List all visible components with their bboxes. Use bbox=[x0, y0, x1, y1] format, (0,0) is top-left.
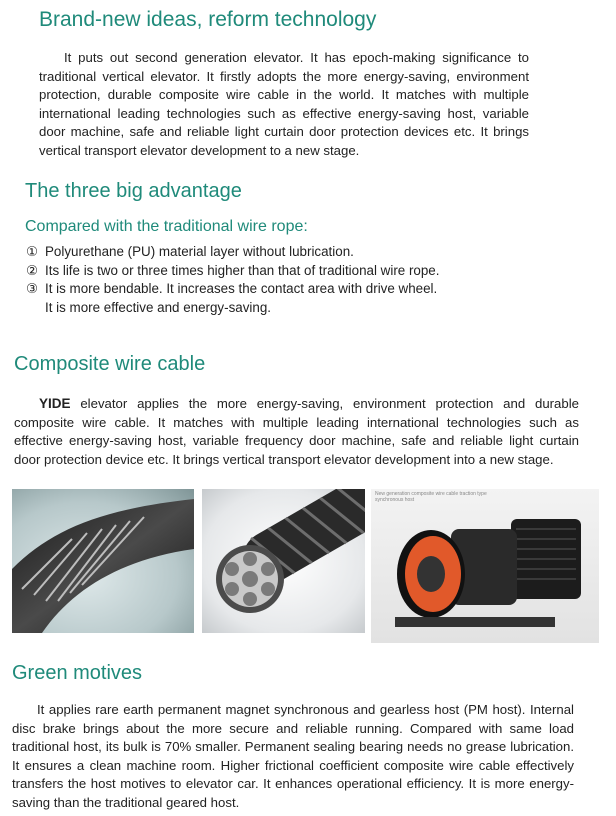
text-line: vertical transport elevator development to a new stage. bbox=[39, 142, 360, 158]
text-line: international leading technologies such as effective energy-saving host, variable bbox=[39, 105, 529, 121]
paragraph-brand-new-ideas bbox=[39, 49, 529, 160]
text-line: saving than the traditional geared host. bbox=[12, 794, 240, 810]
pm-host-illustration bbox=[371, 489, 599, 643]
cable-belt-illustration bbox=[12, 489, 194, 633]
heading-composite-wire-cable: Composite wire cable bbox=[14, 353, 206, 375]
list-item bbox=[26, 280, 439, 299]
list-item bbox=[26, 243, 439, 262]
list-item-text: Polyurethane (PU) material layer without lubrication. bbox=[45, 244, 354, 259]
text-line: It puts out second generation elevator. It has epoch-making significance to bbox=[64, 50, 529, 65]
brand-name: YIDE bbox=[39, 396, 71, 411]
list-number: ① bbox=[26, 244, 39, 259]
wire-cable-photo bbox=[202, 489, 365, 633]
list-item-text: It is more effective and energy-saving. bbox=[45, 299, 272, 315]
subheading-compared: Compared with the traditional wire rope: bbox=[25, 218, 308, 235]
text-line: protection, durable composite wire cable in the world. It matches with multiple bbox=[39, 87, 529, 102]
text-line: transfers the host motives to elevator car. It enhances operational efficiency. It is more energy- bbox=[12, 776, 574, 791]
list-number: ③ bbox=[26, 281, 39, 297]
list-item-text: Its life is two or three times higher than that of traditional wire rope. bbox=[45, 262, 440, 278]
paragraph-green-motives bbox=[12, 701, 574, 812]
text-line: It ensures a clean machine room. Higher frictional coefficient composite wire cable effectively bbox=[12, 757, 574, 773]
text-line: traditional host, its bulk is 70% smaller. Permanent sealing bearing needs no grease lubrication. bbox=[12, 739, 574, 754]
advantage-list bbox=[26, 243, 439, 317]
heading-brand-new-ideas: Brand-new ideas, reform technology bbox=[39, 8, 377, 31]
wire-cable-illustration bbox=[202, 489, 365, 633]
text-line: effective energy-saving host, variable frequency door machine, safe and reliable light curtain bbox=[14, 433, 579, 448]
cable-belt-photo bbox=[12, 489, 194, 633]
list-item-text: It is more bendable. It increases the contact area with drive wheel. bbox=[45, 281, 438, 297]
list-item bbox=[26, 262, 439, 281]
list-number: ② bbox=[26, 262, 39, 278]
text-line: traditional vertical elevator. It firstly adopts the more energy-saving, environment bbox=[39, 68, 529, 84]
pm-host-photo bbox=[371, 489, 599, 643]
text-line: door machine, safe and reliable light curtain door protection devices etc. It brings bbox=[39, 124, 529, 139]
text-line: disc brake brings about the more secure and reliable running. Compared with same load bbox=[12, 720, 574, 736]
paragraph-composite-wire-cable bbox=[14, 395, 579, 469]
photo-caption: New generation composite wire cable traction type synchronous host bbox=[375, 491, 487, 503]
text-line: door protection device etc. It brings vertical transport elevator development into a new stage. bbox=[14, 451, 554, 467]
text-line: It applies rare earth permanent magnet synchronous and gearless host (PM host). Internal bbox=[37, 702, 574, 717]
text-line: composite wire cable. It matches with multiple leading international technologies such as bbox=[14, 414, 579, 430]
heading-green-motives: Green motives bbox=[12, 662, 143, 684]
list-item-continuation bbox=[26, 299, 439, 318]
heading-three-big-advantage: The three big advantage bbox=[25, 180, 242, 202]
text-line: YIDE elevator applies the more energy-saving, environment protection and durable bbox=[39, 396, 579, 411]
